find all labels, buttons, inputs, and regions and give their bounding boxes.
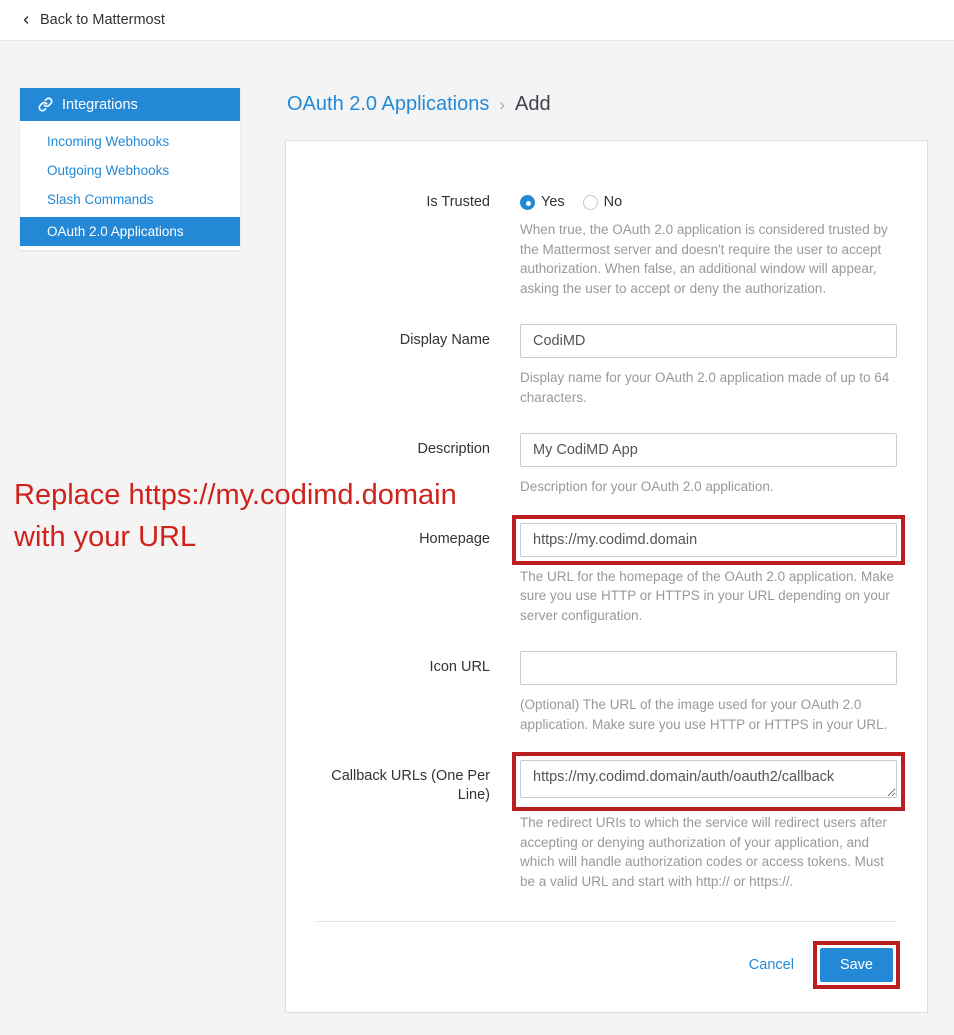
is-trusted-label: Is Trusted bbox=[426, 194, 490, 210]
sidebar-item-oauth-applications[interactable]: OAuth 2.0 Applications bbox=[20, 217, 240, 246]
add-oauth-app-form-panel bbox=[285, 140, 928, 1013]
top-bar bbox=[0, 0, 954, 41]
homepage-highlight-box bbox=[512, 515, 905, 565]
form-row-display-name bbox=[316, 324, 897, 407]
icon-url-input[interactable] bbox=[520, 651, 897, 685]
save-button[interactable]: Save bbox=[820, 948, 893, 982]
is-trusted-no-label: No bbox=[603, 194, 623, 210]
is-trusted-help: When true, the OAuth 2.0 application is considered trusted by the Mattermost server and doesn't require the user to accept authorization. When false, an additional window will appear, asking the user to accept or deny the authorization. bbox=[520, 222, 888, 296]
homepage-input[interactable] bbox=[520, 523, 897, 557]
sidebar-list bbox=[20, 121, 240, 250]
is-trusted-yes-label: Yes bbox=[541, 194, 565, 210]
annotation-line-1: Replace https://my.codimd.domain bbox=[14, 479, 457, 511]
back-to-mattermost-link[interactable] bbox=[20, 12, 165, 28]
is-trusted-yes-radio[interactable] bbox=[520, 194, 565, 210]
homepage-label: Homepage bbox=[419, 530, 490, 547]
form-row-description bbox=[316, 433, 897, 497]
description-input[interactable] bbox=[520, 433, 897, 467]
panel-footer bbox=[316, 922, 897, 982]
callback-urls-help: The redirect URIs to which the service will redirect users after accepting or denying authorization of your application, and which will handle authorization codes or access tokens. Must be a valid URL and start with http:// or https://. bbox=[520, 815, 887, 889]
back-link-label: Back to Mattermost bbox=[40, 12, 165, 28]
save-highlight-box bbox=[813, 941, 900, 989]
link-chain-icon bbox=[38, 97, 53, 112]
cancel-button[interactable]: Cancel bbox=[748, 957, 794, 973]
sidebar-item-outgoing-webhooks[interactable]: Outgoing Webhooks bbox=[47, 163, 170, 178]
breadcrumb-separator: › bbox=[499, 95, 506, 114]
description-label: Description bbox=[417, 441, 490, 457]
main-content bbox=[285, 88, 928, 1013]
display-name-input[interactable] bbox=[520, 324, 897, 358]
annotation-line-2: with your URL bbox=[14, 521, 197, 553]
icon-url-help: (Optional) The URL of the image used for your OAuth 2.0 application. Make sure you use HTTP or HTTPS in your URL. bbox=[520, 697, 888, 732]
is-trusted-radio-group bbox=[520, 192, 897, 210]
form-row-icon-url bbox=[316, 651, 897, 734]
form-row-is-trusted bbox=[316, 192, 897, 298]
breadcrumb-current: Add bbox=[515, 93, 551, 115]
breadcrumb bbox=[285, 88, 928, 120]
callback-urls-label: Callback URLs (One Per Line) bbox=[331, 768, 490, 803]
display-name-label: Display Name bbox=[399, 332, 490, 348]
display-name-help: Display name for your OAuth 2.0 application made of up to 64 characters. bbox=[520, 370, 890, 405]
integrations-sidebar bbox=[20, 88, 240, 250]
chevron-left-icon bbox=[20, 13, 32, 27]
sidebar-header-label: Integrations bbox=[62, 96, 138, 113]
radio-selected-icon bbox=[520, 195, 535, 210]
icon-url-label: Icon URL bbox=[429, 659, 490, 675]
sidebar-item-slash-commands[interactable]: Slash Commands bbox=[47, 192, 154, 207]
radio-unselected-icon bbox=[583, 195, 598, 210]
sidebar-header-integrations[interactable] bbox=[20, 88, 240, 121]
sidebar-item-incoming-webhooks[interactable]: Incoming Webhooks bbox=[47, 134, 170, 149]
form-row-homepage bbox=[316, 523, 897, 626]
callback-urls-highlight-box bbox=[512, 752, 905, 811]
callback-urls-textarea[interactable] bbox=[520, 760, 897, 798]
form-row-callback-urls bbox=[316, 760, 897, 891]
homepage-help: The URL for the homepage of the OAuth 2.0 application. Make sure you use HTTP or HTTPS in your URL depending on your server configuration. bbox=[520, 568, 894, 623]
breadcrumb-parent-link[interactable]: OAuth 2.0 Applications bbox=[287, 93, 490, 115]
is-trusted-no-radio[interactable] bbox=[583, 194, 623, 210]
description-help: Description for your OAuth 2.0 application. bbox=[520, 479, 774, 494]
